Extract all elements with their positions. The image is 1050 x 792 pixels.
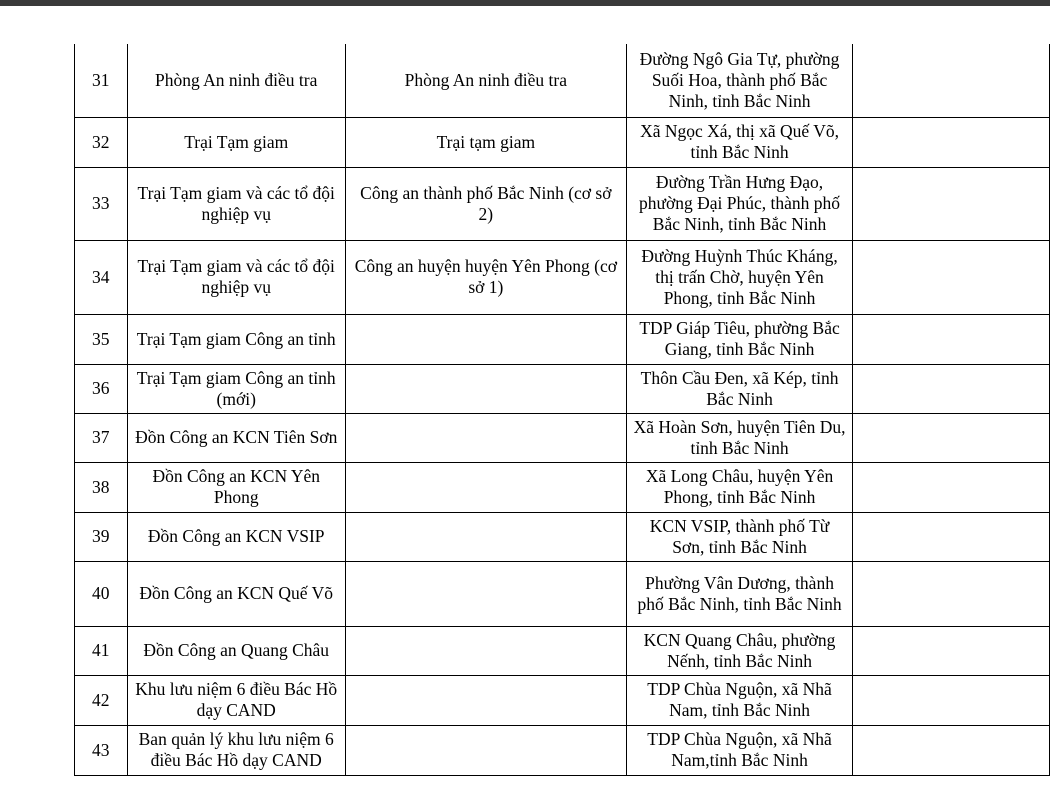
location-cell: Công an thành phố Bắc Ninh (cơ sở 2) [345,167,626,240]
location-cell [345,413,626,462]
location-cell: Trại tạm giam [345,117,626,167]
unit-name-cell: Đồn Công an KCN VSIP [127,512,345,561]
unit-name-cell: Đồn Công an KCN Yên Phong [127,462,345,512]
table-row [75,675,1050,725]
location-cell [345,364,626,413]
note-cell [853,314,1050,364]
note-cell [853,44,1050,117]
unit-name-cell: Trại Tạm giam Công an tỉnh [127,314,345,364]
row-number-cell: 32 [75,117,128,167]
address-cell: Đường Huỳnh Thúc Kháng, thị trấn Chờ, huyện Yên Phong, tỉnh Bắc Ninh [626,240,852,314]
address-cell: TDP Giáp Tiêu, phường Bắc Giang, tỉnh Bắc Ninh [626,314,852,364]
note-cell [853,512,1050,561]
address-cell: Thôn Cầu Đen, xã Kép, tỉnh Bắc Ninh [626,364,852,413]
row-number-cell: 41 [75,626,128,675]
note-cell [853,561,1050,626]
unit-name-cell: Ban quản lý khu lưu niệm 6 điều Bác Hồ dạy CAND [127,725,345,775]
address-cell: KCN Quang Châu, phường Nếnh, tỉnh Bắc Ninh [626,626,852,675]
table-row [75,167,1050,240]
table-row [75,462,1050,512]
address-cell: TDP Chùa Nguộn, xã Nhã Nam, tỉnh Bắc Ninh [626,675,852,725]
address-cell: Xã Long Châu, huyện Yên Phong, tỉnh Bắc Ninh [626,462,852,512]
table-row [75,561,1050,626]
location-cell [345,626,626,675]
unit-name-cell: Khu lưu niệm 6 điều Bác Hồ dạy CAND [127,675,345,725]
row-number-cell: 31 [75,44,128,117]
location-cell [345,512,626,561]
note-cell [853,167,1050,240]
unit-name-cell: Trại Tạm giam và các tổ đội nghiệp vụ [127,240,345,314]
row-number-cell: 36 [75,364,128,413]
unit-name-cell: Trại Tạm giam Công an tỉnh (mới) [127,364,345,413]
row-number-cell: 37 [75,413,128,462]
unit-name-cell: Đồn Công an KCN Quế Võ [127,561,345,626]
address-cell: Phường Vân Dương, thành phố Bắc Ninh, tỉnh Bắc Ninh [626,561,852,626]
address-cell: Xã Ngọc Xá, thị xã Quế Võ, tỉnh Bắc Ninh [626,117,852,167]
address-cell: TDP Chùa Nguộn, xã Nhã Nam,tỉnh Bắc Ninh [626,725,852,775]
location-cell [345,675,626,725]
table-row [75,44,1050,117]
table-row [75,626,1050,675]
note-cell [853,725,1050,775]
location-cell [345,314,626,364]
row-number-cell: 34 [75,240,128,314]
row-number-cell: 40 [75,561,128,626]
location-cell [345,462,626,512]
note-cell [853,626,1050,675]
table-row [75,117,1050,167]
note-cell [853,462,1050,512]
table-row [75,512,1050,561]
note-cell [853,675,1050,725]
address-cell: Đường Ngô Gia Tự, phường Suối Hoa, thành phố Bắc Ninh, tỉnh Bắc Ninh [626,44,852,117]
row-number-cell: 38 [75,462,128,512]
table-row [75,725,1050,775]
table-body [75,44,1050,775]
address-cell: Xã Hoàn Sơn, huyện Tiên Du, tỉnh Bắc Ninh [626,413,852,462]
row-number-cell: 39 [75,512,128,561]
note-cell [853,364,1050,413]
note-cell [853,117,1050,167]
note-cell [853,413,1050,462]
location-cell: Phòng An ninh điều tra [345,44,626,117]
unit-name-cell: Phòng An ninh điều tra [127,44,345,117]
top-bar [0,0,1050,6]
address-cell: Đường Trần Hưng Đạo, phường Đại Phúc, thành phố Bắc Ninh, tỉnh Bắc Ninh [626,167,852,240]
document-table [74,44,1050,776]
unit-name-cell: Trại Tạm giam [127,117,345,167]
location-cell: Công an huyện huyện Yên Phong (cơ sở 1) [345,240,626,314]
table-row [75,413,1050,462]
table-row [75,314,1050,364]
row-number-cell: 43 [75,725,128,775]
table-row [75,240,1050,314]
row-number-cell: 33 [75,167,128,240]
unit-name-cell: Đồn Công an KCN Tiên Sơn [127,413,345,462]
unit-name-cell: Trại Tạm giam và các tổ đội nghiệp vụ [127,167,345,240]
row-number-cell: 42 [75,675,128,725]
unit-name-cell: Đồn Công an Quang Châu [127,626,345,675]
location-cell [345,561,626,626]
address-cell: KCN VSIP, thành phố Từ Sơn, tỉnh Bắc Ninh [626,512,852,561]
table-row [75,364,1050,413]
location-cell [345,725,626,775]
note-cell [853,240,1050,314]
row-number-cell: 35 [75,314,128,364]
